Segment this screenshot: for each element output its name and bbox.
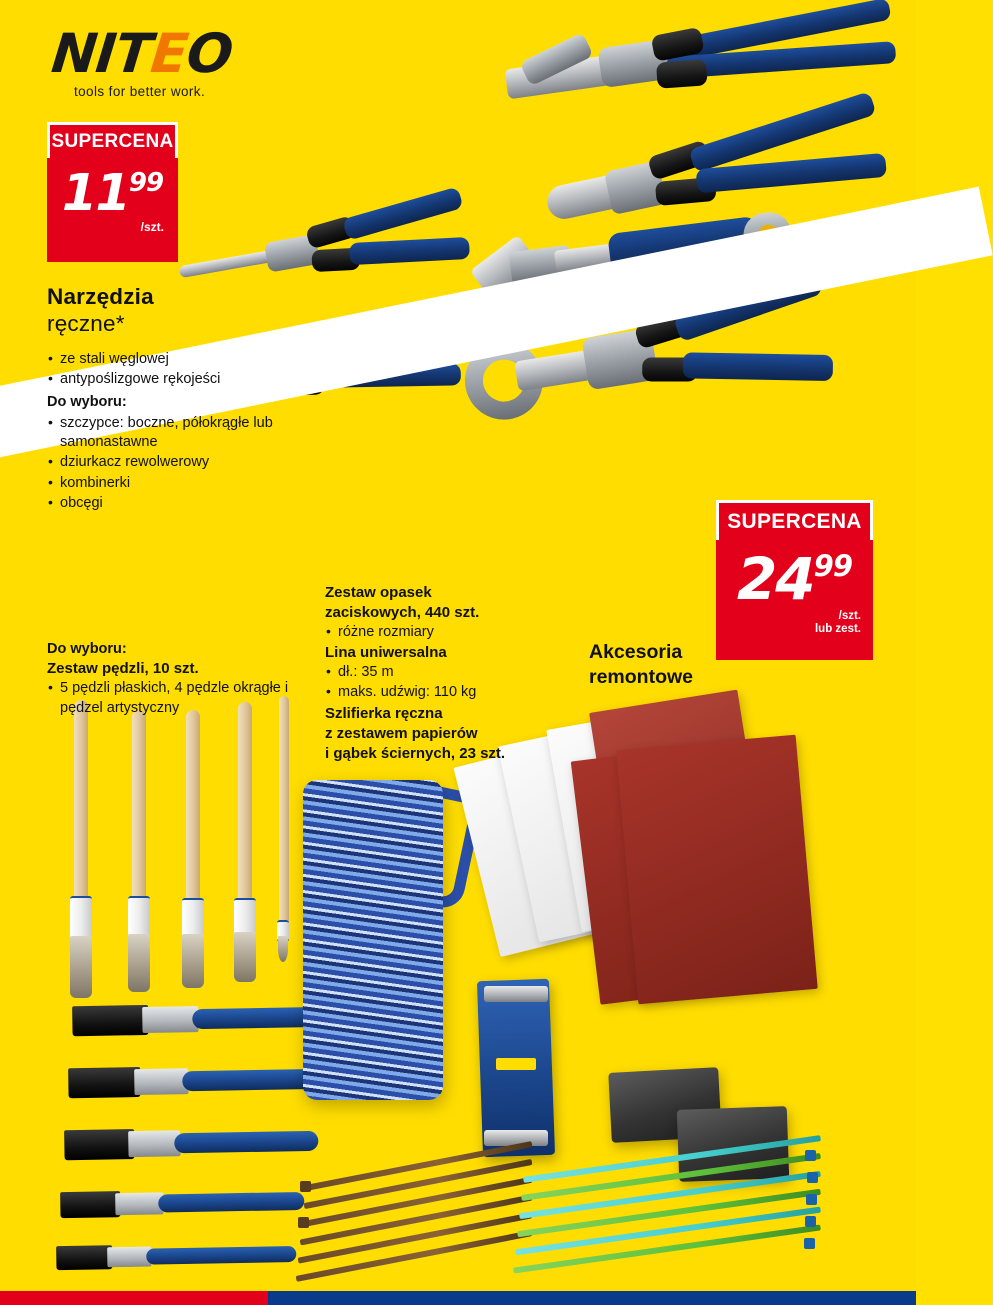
brand-name-part3: O xyxy=(183,22,236,85)
cable-tie-head xyxy=(806,1194,817,1205)
brush-set-details xyxy=(47,679,322,718)
price-body-1 xyxy=(47,158,178,298)
price-integer-2: 24 xyxy=(736,545,814,613)
list-item: • dziurkacz rewolwerowy xyxy=(47,453,317,472)
sander-title-line2: z zestawem papierów xyxy=(325,724,478,742)
cable-tie-head xyxy=(300,1181,311,1192)
feature-list xyxy=(47,350,317,390)
clamps-title-line1: Zestaw opasek xyxy=(325,584,432,601)
sander-title-line1: Szlifierka ręczna xyxy=(325,704,443,722)
price-row-2 xyxy=(716,544,873,613)
price-decimal-2: 99 xyxy=(813,549,853,583)
list-item: • ze stali węglowej xyxy=(47,350,317,369)
supercena-label-2: SUPERCENA xyxy=(716,500,873,540)
section-title-line1: Akcesoria xyxy=(589,641,683,663)
choice-label-2: Do wyboru: xyxy=(47,641,127,657)
hand-sander-clamp xyxy=(484,986,548,1002)
list-item: • obcęgi xyxy=(47,494,317,513)
price-unit-2-line1: /szt. xyxy=(838,610,861,622)
cable-tie-head xyxy=(804,1238,815,1249)
price-badge-1 xyxy=(47,122,178,262)
list-item: • 5 pędzli płaskich, 4 pędzle okrągłe i pędzel artystyczny xyxy=(47,679,322,718)
hand-sander-brand-mark xyxy=(496,1058,536,1070)
rope-coil xyxy=(303,780,443,1100)
clamps-bullets xyxy=(325,623,570,642)
section-title-accessories xyxy=(589,640,693,691)
flat-brush xyxy=(60,1184,312,1188)
section-title-line2: remontowe xyxy=(589,666,694,689)
brand-name xyxy=(48,22,236,85)
sandpaper-sheet-red xyxy=(616,735,818,1005)
cable-tie-head xyxy=(298,1217,309,1228)
price-unit-2 xyxy=(716,610,873,636)
list-item: • dł.: 35 m xyxy=(325,663,570,682)
cable-ties-color-photo xyxy=(520,1150,910,1300)
supercena-label-1: SUPERCENA xyxy=(47,122,178,158)
footer-strip xyxy=(0,1291,916,1305)
price-row-1 xyxy=(47,162,178,223)
list-item: • antypoślizgowe rękojeści xyxy=(47,370,317,389)
cable-tie-head xyxy=(805,1216,816,1227)
sander-title-line3: i gąbek ściernych, 23 szt. xyxy=(325,744,506,762)
price-integer-1: 11 xyxy=(61,164,129,223)
rope-title: Lina uniwersalna xyxy=(325,644,447,662)
product-title-line2: ręczne* xyxy=(47,311,125,337)
choice-list xyxy=(47,414,317,513)
price-body-2 xyxy=(716,540,873,700)
list-item: • kombinerki xyxy=(47,474,317,493)
list-item: • szczypce: boczne, półokrągłe lub samonastawne xyxy=(47,414,317,453)
brush-set-text xyxy=(47,640,322,719)
price-unit-1: /szt. xyxy=(140,220,164,234)
list-item: • maks. udźwig: 110 kg xyxy=(325,683,570,702)
product-features-hand-tools xyxy=(47,350,317,514)
price-unit-2-line2: lub zest. xyxy=(814,623,861,636)
middle-product-text xyxy=(325,583,570,763)
price-badge-2 xyxy=(716,500,873,660)
brand-name-part1: NIT xyxy=(48,22,155,85)
clamps-title-line2: zaciskowych, 440 szt. xyxy=(325,603,480,621)
price-decimal-1: 99 xyxy=(128,168,164,198)
flat-brush xyxy=(56,1238,306,1242)
tool-long-nose-pliers xyxy=(174,190,472,309)
choice-label-1: Do wyboru: xyxy=(47,393,127,410)
cable-tie-head xyxy=(805,1150,816,1161)
brand-tagline: tools for better work. xyxy=(74,84,206,100)
brush-set-title: Zestaw pędzli, 10 szt. xyxy=(47,660,199,678)
brand-name-part2: E xyxy=(147,22,191,85)
cable-tie-head xyxy=(807,1172,818,1183)
product-title-line1: Narzędzia xyxy=(47,284,154,309)
list-item: • różne rozmiary xyxy=(325,623,570,642)
rope-bullets xyxy=(325,663,570,703)
brand-logo xyxy=(48,22,236,100)
footer-strip-red xyxy=(0,1291,268,1305)
